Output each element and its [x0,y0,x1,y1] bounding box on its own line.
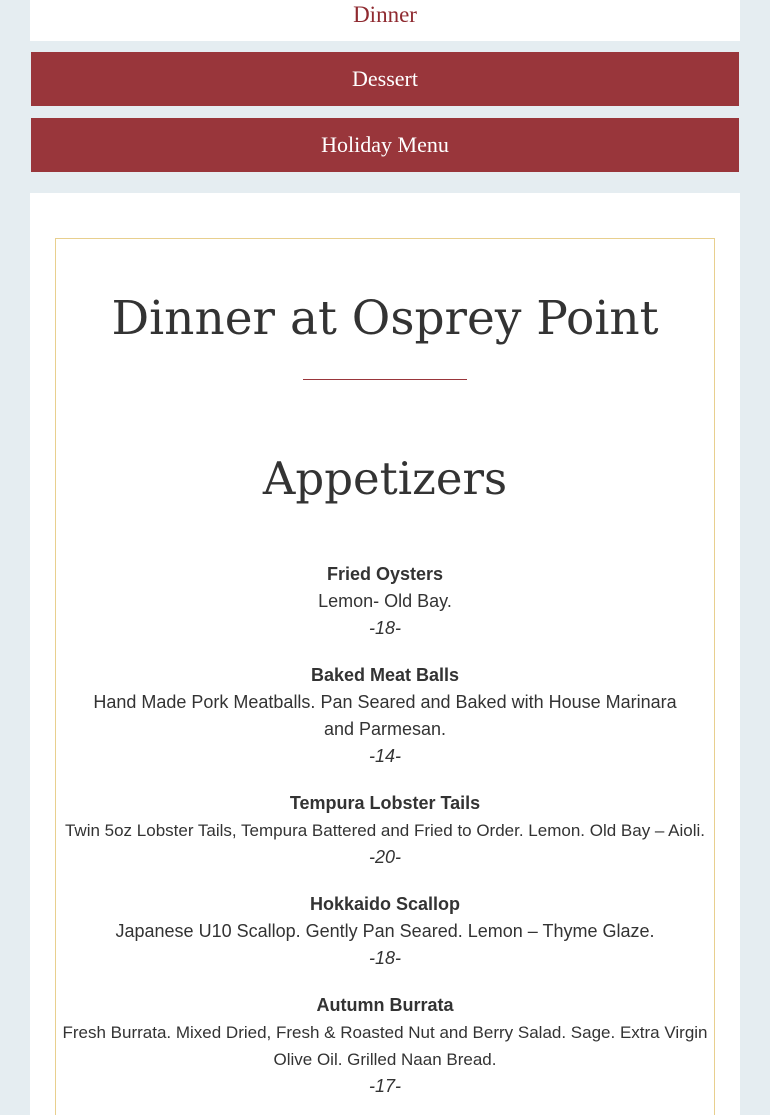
item-description: Lemon- Old Bay. [318,591,452,611]
item-name: Fried Oysters [326,564,444,584]
item-price: -17- [368,1076,401,1096]
menu-item [56,891,714,972]
item-name: Tempura Lobster Tails [289,793,481,813]
tab-dinner[interactable]: Dinner [30,0,740,41]
title-divider [303,379,467,380]
item-name: Autumn Burrata [316,995,454,1015]
tab-dessert[interactable]: Dessert [31,52,739,106]
item-price: -20- [368,847,401,867]
menu-item [56,662,714,770]
tab-holiday-menu[interactable]: Holiday Menu [31,118,739,172]
item-description: Twin 5oz Lobster Tails, Tempura Battered and Fried to Order. Lemon. Old Bay – Aioli. [64,821,706,840]
menu-frame [55,238,715,1115]
section-heading-appetizers: Appetizers [262,452,508,505]
menu-item [56,561,714,642]
item-description: Fresh Burrata. Mixed Dried, Fresh & Roasted Nut and Berry Salad. Sage. Extra Virgin Olive Oil. Grilled Naan Bread. [62,1023,708,1069]
menu-title: Dinner at Osprey Point [111,291,659,346]
item-name: Baked Meat Balls [310,665,460,685]
item-description: Hand Made Pork Meatballs. Pan Seared and Baked with House Marinara and Parmesan. [93,692,677,739]
menu-item [56,790,714,871]
item-name: Hokkaido Scallop [309,894,461,914]
menu-panel [30,193,740,1115]
menu-item [56,992,714,1100]
item-price: -14- [368,746,401,766]
item-description: Japanese U10 Scallop. Gently Pan Seared. Lemon – Thyme Glaze. [115,921,655,941]
item-price: -18- [368,948,401,968]
item-price: -18- [368,618,401,638]
menu-items [56,561,714,1115]
